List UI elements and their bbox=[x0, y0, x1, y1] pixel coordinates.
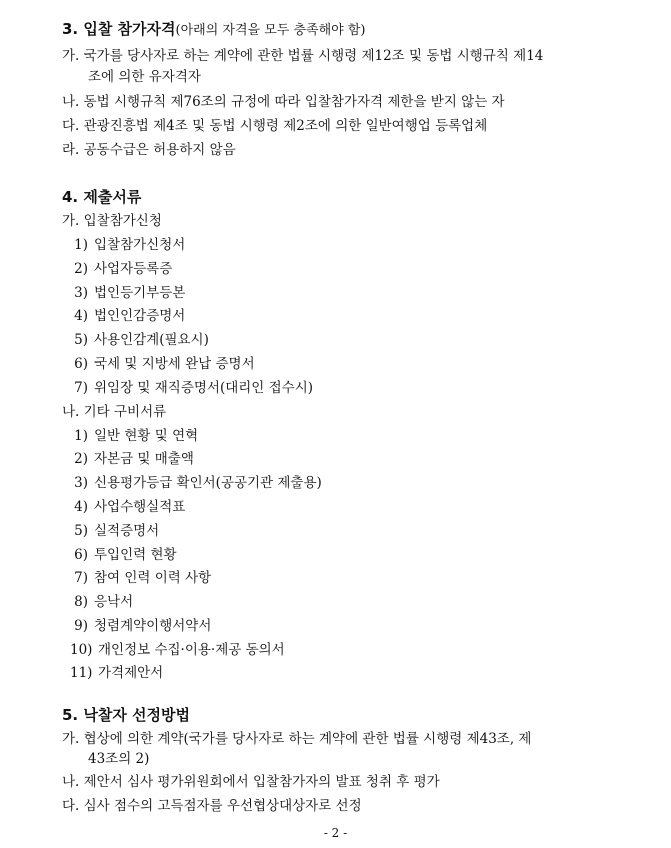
item-text: 법인등기부등본 bbox=[94, 285, 186, 301]
item-number: 10) bbox=[70, 642, 93, 658]
item-text: 신용평가등급 확인서(공공기관 제출용) bbox=[94, 475, 322, 491]
item-number: 5) bbox=[74, 332, 88, 348]
list-item bbox=[70, 616, 211, 636]
section-3-heading: 3. 입찰 참가자격 bbox=[62, 20, 176, 38]
list-item bbox=[70, 473, 322, 493]
item-number: 2) bbox=[74, 451, 88, 467]
list-item bbox=[70, 521, 159, 541]
item-text: 사업자등록증 bbox=[94, 261, 173, 277]
item-number: 7) bbox=[74, 380, 88, 396]
item-text: 가격제안서 bbox=[98, 665, 164, 681]
item-text: 청렴계약이행서약서 bbox=[94, 618, 212, 634]
item-number: 3) bbox=[74, 285, 88, 301]
item-text: 참여 인력 이력 사항 bbox=[94, 570, 212, 586]
item-number: 7) bbox=[74, 570, 88, 586]
list-item bbox=[70, 235, 185, 255]
item-text: 자본금 및 매출액 bbox=[94, 451, 194, 467]
section-5-item-ga-cont: 43조의 2) bbox=[88, 751, 150, 767]
list-item bbox=[70, 545, 177, 565]
list-item bbox=[70, 592, 133, 612]
item-number: 9) bbox=[74, 618, 88, 634]
item-text: 개인정보 수집·이용·제공 동의서 bbox=[98, 642, 285, 658]
item-text: 입찰참가신청서 bbox=[94, 237, 186, 253]
item-number: 11) bbox=[70, 665, 93, 681]
item-number: 6) bbox=[74, 356, 88, 372]
item-text: 법인인감증명서 bbox=[94, 308, 186, 324]
list-item bbox=[70, 354, 255, 374]
section-3-item-ra: 라. 공동수급은 허용하지 않음 bbox=[62, 142, 236, 158]
item-number: 1) bbox=[74, 237, 88, 253]
item-number: 3) bbox=[74, 475, 88, 491]
section-5-item-na: 나. 제안서 심사 평가위원회에서 입찰참가자의 발표 청취 후 평가 bbox=[62, 774, 440, 790]
section-5-item-da: 다. 심사 점수의 고득점자를 우선협상대상자로 선정 bbox=[62, 798, 362, 814]
section-4-group-a-label: 가. 입찰참가신청 bbox=[62, 213, 162, 229]
list-item bbox=[70, 497, 185, 517]
section-4-group-b-label: 나. 기타 구비서류 bbox=[62, 404, 167, 420]
page-number: - 2 - bbox=[323, 826, 348, 840]
section-3-item-da: 다. 관광진흥법 제4조 및 동법 시행령 제2조에 의한 일반여행업 등록업체 bbox=[62, 118, 488, 134]
list-item bbox=[70, 259, 172, 279]
item-number: 1) bbox=[74, 428, 88, 444]
section-3-title bbox=[62, 19, 365, 41]
item-text: 사업수행실적표 bbox=[94, 499, 186, 515]
list-item bbox=[70, 568, 211, 588]
section-5-title: 5. 낙찰자 선정방법 bbox=[62, 706, 191, 724]
item-number: 6) bbox=[74, 547, 88, 563]
section-3-item-ga: 가. 국가를 당사자로 하는 계약에 관한 법률 시행령 제12조 및 동법 시행규칙 제14 bbox=[62, 48, 544, 64]
section-3-item-ga-cont: 조에 의한 유자격자 bbox=[88, 69, 201, 85]
list-item bbox=[70, 426, 198, 446]
item-text: 일반 현황 및 연혁 bbox=[94, 428, 199, 444]
item-text: 위임장 및 재직증명서(대리인 접수시) bbox=[94, 380, 314, 396]
list-item bbox=[70, 330, 209, 350]
section-4-title: 4. 제출서류 bbox=[62, 188, 142, 206]
item-number: 8) bbox=[74, 594, 88, 610]
item-text: 국세 및 지방세 완납 증명서 bbox=[94, 356, 255, 372]
item-number: 4) bbox=[74, 499, 88, 515]
section-5-item-ga: 가. 협상에 의한 계약(국가를 당사자로 하는 계약에 관한 법률 시행령 제43조, 제 bbox=[62, 731, 532, 747]
item-text: 응낙서 bbox=[94, 594, 134, 610]
item-text: 실적증명서 bbox=[94, 523, 160, 539]
item-number: 5) bbox=[74, 523, 88, 539]
list-item bbox=[70, 663, 163, 683]
section-3-item-na: 나. 동법 시행규칙 제76조의 규정에 따라 입찰참가자격 제한을 받지 않는 자 bbox=[62, 94, 505, 110]
section-3-note: (아래의 자격을 모두 충족해야 함) bbox=[175, 23, 366, 38]
item-text: 사용인감계(필요시) bbox=[94, 332, 209, 348]
list-item bbox=[70, 283, 185, 303]
list-item bbox=[70, 449, 194, 469]
item-number: 2) bbox=[74, 261, 88, 277]
list-item bbox=[70, 306, 185, 326]
list-item bbox=[70, 378, 313, 398]
item-number: 4) bbox=[74, 308, 88, 324]
list-item bbox=[70, 640, 285, 660]
item-text: 투입인력 현황 bbox=[94, 547, 177, 563]
